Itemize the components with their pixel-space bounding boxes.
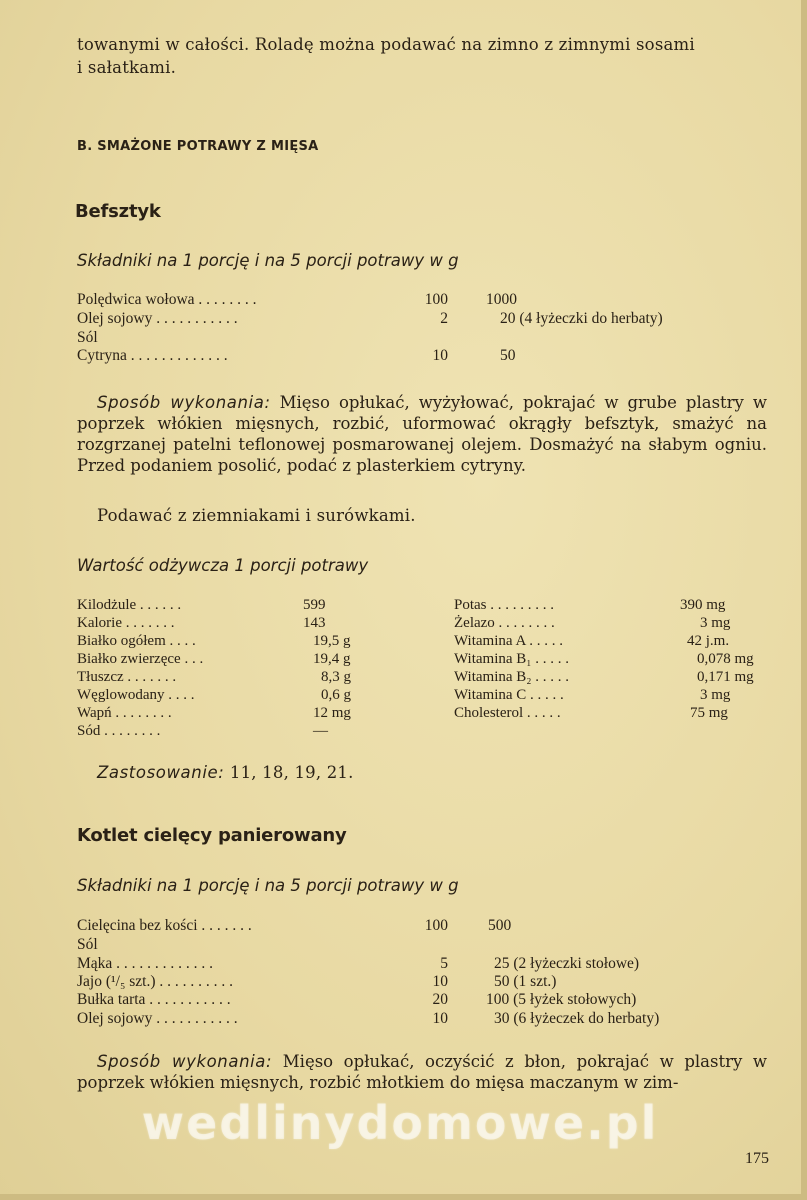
ingredient-qty-1: 10 <box>432 973 448 990</box>
ingredient-name: Jajo (¹/₅ szt.) . . . . . . . . . . <box>77 973 233 990</box>
nutrition-value: 8,3 g <box>321 669 351 685</box>
ingredients-heading-befsztyk: Składniki na 1 porcję i na 5 porcji potrawy w g <box>77 251 459 270</box>
ingredient-qty-5: 30 (6 łyżeczek do herbaty) <box>494 1010 660 1027</box>
method-label: Sposób wykonania: <box>97 1052 273 1071</box>
ingredient-qty-1: 2 <box>440 310 448 327</box>
nutrition-value: 0,171 mg <box>697 669 754 685</box>
usage-befsztyk <box>97 763 354 782</box>
nutrition-label: Tłuszcz . . . . . . . <box>77 669 177 685</box>
ingredient-qty-5: 500 <box>488 917 512 934</box>
serve-befsztyk: Podawać z ziemniakami i surówkami. <box>97 506 416 525</box>
nutrition-label: Kalorie . . . . . . . <box>77 615 175 631</box>
nutrition-value: 599 <box>303 597 326 613</box>
intro-line-1: towanymi w całości. Roladę można podawać na zimno z zimnymi sosami <box>77 35 695 54</box>
page-edge-right <box>801 0 807 1200</box>
page-number: 175 <box>745 1150 769 1167</box>
nutrition-heading: Wartość odżywcza 1 porcji potrawy <box>77 556 369 575</box>
nutrition-label: Potas . . . . . . . . . <box>454 597 555 613</box>
ingredients-heading-kotlet: Składniki na 1 porcję i na 5 porcji potrawy w g <box>77 876 459 895</box>
method-text: Mięso opłukać, oczyścić z błon, pokrajać w plastry w poprzek włókien mięsnych, rozbić młotkiem do mięsa maczanym w zim- <box>77 1052 768 1092</box>
nutrition-label: Witamina B₁ . . . . . <box>454 651 570 667</box>
ingredient-qty-5: 25 (2 łyżeczki stołowe) <box>494 955 640 972</box>
ingredient-name: Polędwica wołowa . . . . . . . . <box>77 291 257 308</box>
ingredient-qty-1: 20 <box>432 991 448 1008</box>
nutrition-value: 143 <box>303 615 326 631</box>
ingredient-qty-5: 100 (5 łyżek stołowych) <box>486 991 637 1008</box>
nutrition-label: Białko ogółem . . . . <box>77 633 196 649</box>
usage-label: Zastosowanie: <box>97 763 225 782</box>
dish-title-befsztyk: Befsztyk <box>75 201 161 222</box>
nutrition-label: Witamina C . . . . . <box>454 687 564 703</box>
ingredient-name: Olej sojowy . . . . . . . . . . . <box>77 310 238 327</box>
ingredient-qty-5: 50 <box>500 347 516 364</box>
page-edge-bottom <box>0 1194 807 1200</box>
ingredient-name: Bułka tarta . . . . . . . . . . . <box>77 991 231 1008</box>
nutrition-label: Kilodżule . . . . . . <box>77 597 182 613</box>
nutrition-value: 75 mg <box>690 705 728 721</box>
ingredient-qty-1: 5 <box>440 955 448 972</box>
ingredient-qty-1: 10 <box>432 347 448 364</box>
ingredient-qty-1: 100 <box>424 291 448 308</box>
nutrition-value: 19,5 g <box>313 633 351 649</box>
nutrition-label: Cholesterol . . . . . <box>454 705 561 721</box>
ingredient-qty-5: 50 (1 szt.) <box>494 973 557 990</box>
nutrition-value: 390 mg <box>680 597 726 613</box>
nutrition-value: 12 mg <box>313 705 351 721</box>
ingredient-qty-1: 10 <box>432 1010 448 1027</box>
ingredient-name: Sól <box>77 936 98 953</box>
ingredient-name: Cielęcina bez kości . . . . . . . <box>77 917 252 934</box>
watermark: wedlinydomowe.pl <box>141 1096 659 1150</box>
nutrition-value: 0,6 g <box>321 687 351 703</box>
nutrition-label: Witamina A . . . . . <box>454 633 563 649</box>
usage-text: 11, 18, 19, 21. <box>224 763 354 782</box>
method-text: Mięso opłukać, wyżyłować, pokrajać w grube plastry w poprzek włókien mięsnych, rozbić, uformować okrągły befsztyk, smażyć na rozgrzanej patelni teflonowej posmarowanej olejem. Dosmażyć na słabym ogniu. Przed podaniem posolić, podać z plasterkiem cytryny. <box>77 393 768 475</box>
nutrition-label: Żelazo . . . . . . . . <box>454 615 555 631</box>
ingredient-name: Mąka . . . . . . . . . . . . . <box>77 955 214 972</box>
nutrition-value: 0,078 mg <box>697 651 754 667</box>
ingredient-name: Olej sojowy . . . . . . . . . . . <box>77 1010 238 1027</box>
nutrition-value: 3 mg <box>700 615 731 631</box>
nutrition-label: Węglowodany . . . . <box>77 687 195 703</box>
nutrition-label: Białko zwierzęce . . . <box>77 651 204 667</box>
nutrition-value: 19,4 g <box>313 651 351 667</box>
nutrition-value: 42 j.m. <box>687 633 730 649</box>
method-befsztyk <box>77 392 767 476</box>
nutrition-value: — <box>313 723 328 739</box>
nutrition-label: Witamina B₂ . . . . . <box>454 669 570 685</box>
method-kotlet <box>77 1051 767 1093</box>
ingredient-qty-5: 1000 <box>486 291 517 308</box>
ingredient-name: Cytryna . . . . . . . . . . . . . <box>77 347 228 364</box>
nutrition-label: Sód . . . . . . . . <box>77 723 161 739</box>
ingredient-name: Sól <box>77 329 98 346</box>
ingredient-qty-5: 20 (4 łyżeczki do herbaty) <box>500 310 663 327</box>
intro-line-2: i sałatkami. <box>77 58 177 77</box>
ingredient-qty-1: 100 <box>424 917 448 934</box>
nutrition-value: 3 mg <box>700 687 731 703</box>
dish-title-kotlet: Kotlet cielęcy panierowany <box>77 825 347 846</box>
method-label: Sposób wykonania: <box>97 393 271 412</box>
section-title: B. SMAŻONE POTRAWY Z MIĘSA <box>77 139 319 154</box>
nutrition-label: Wapń . . . . . . . . <box>77 705 172 721</box>
